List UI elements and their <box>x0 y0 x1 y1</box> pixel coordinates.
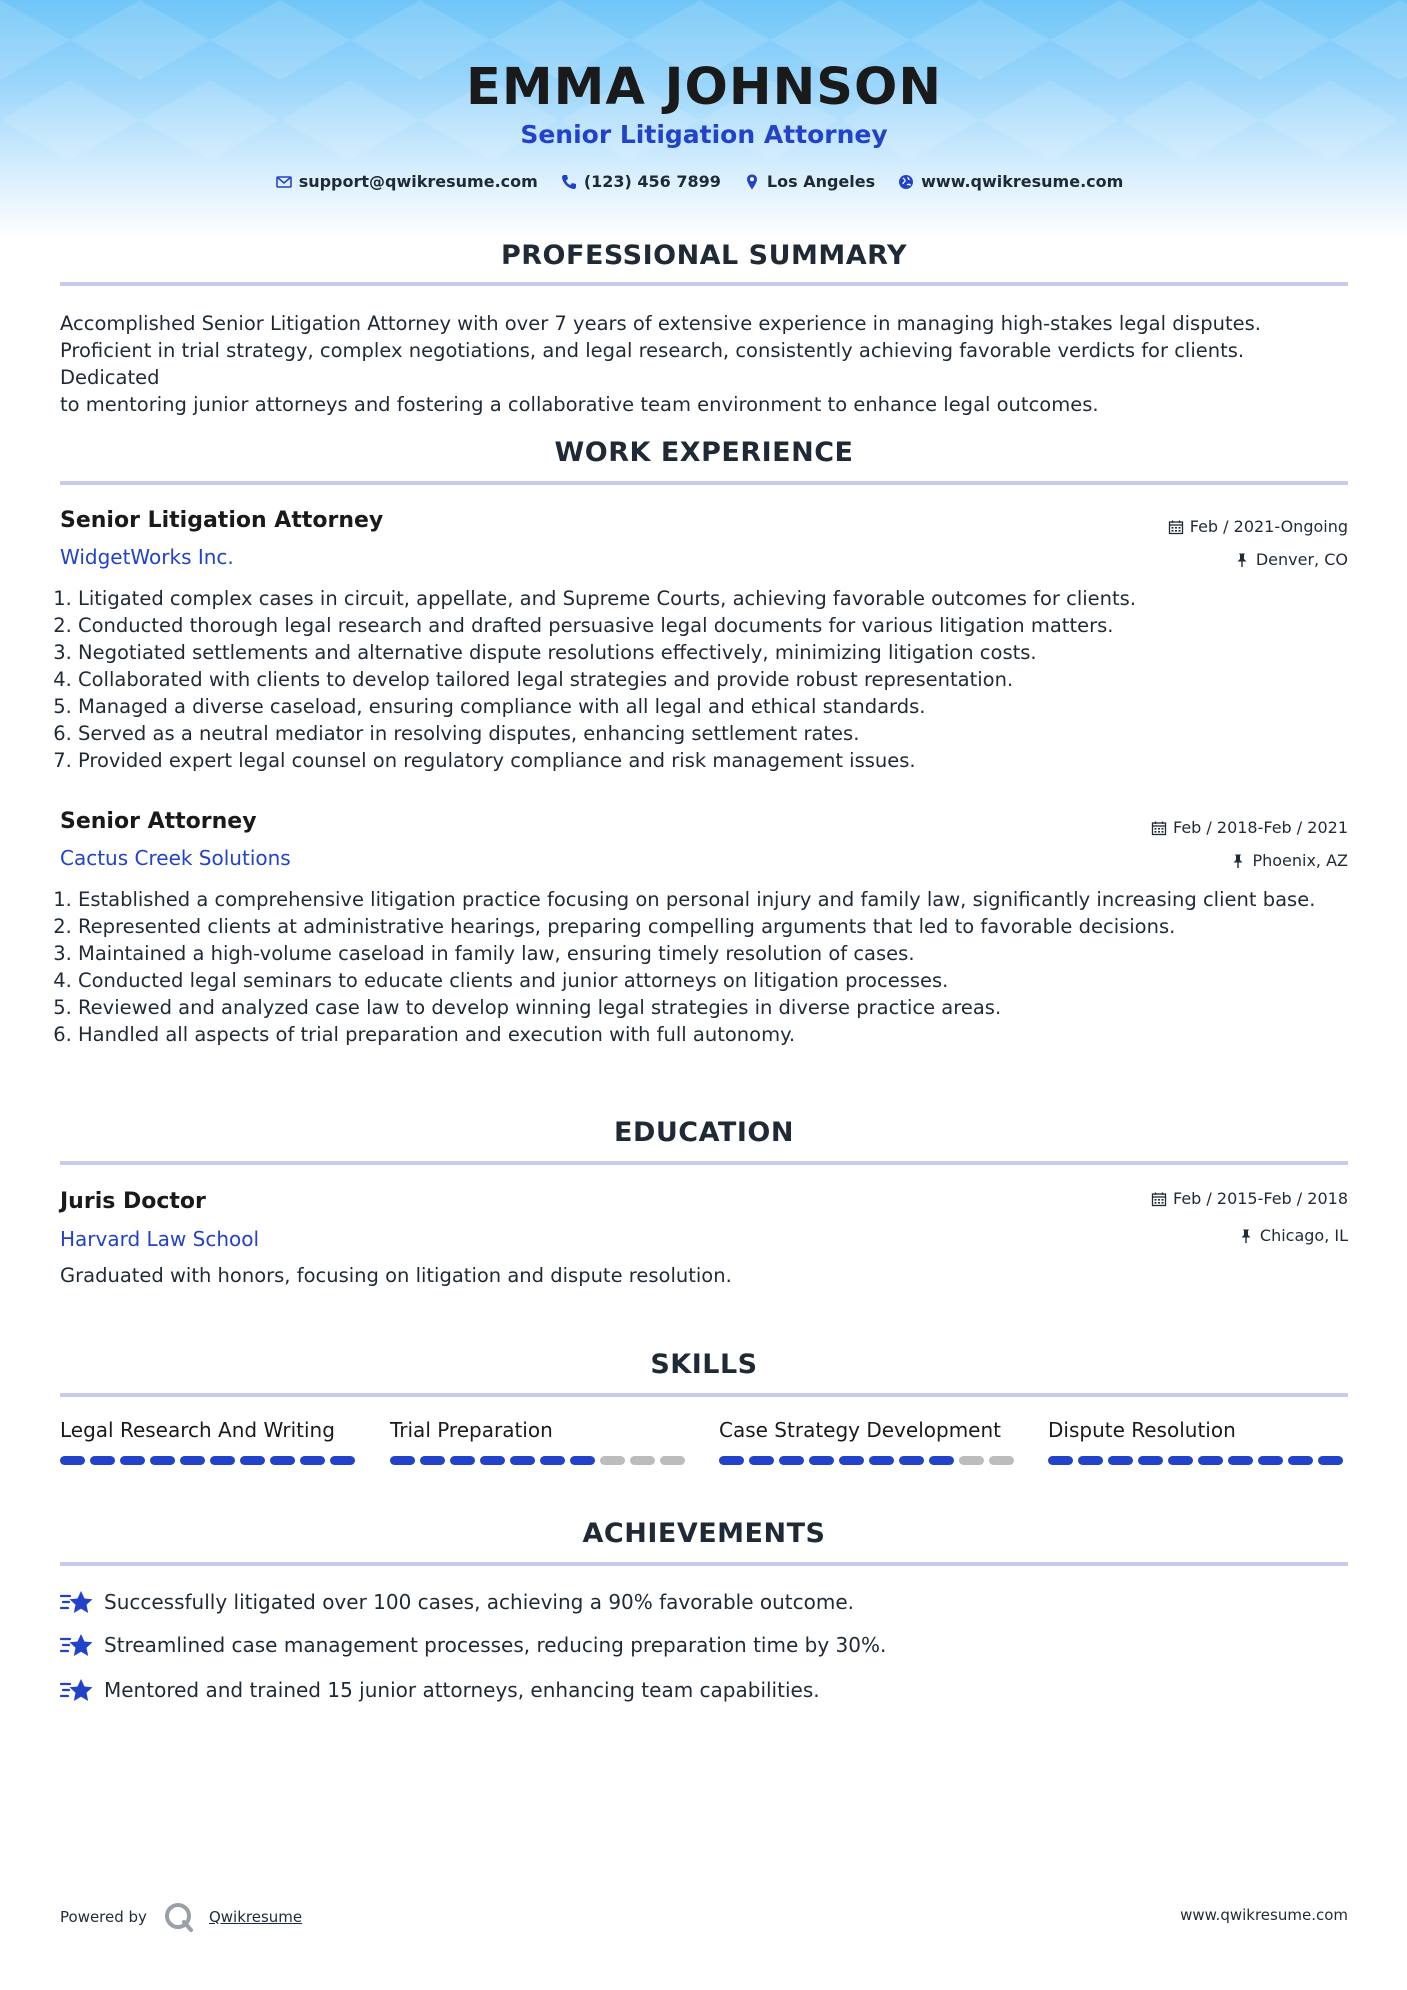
skill-segment-empty <box>959 1456 984 1465</box>
skill-segment-empty <box>600 1456 625 1465</box>
skill-item <box>390 1418 690 1465</box>
skill-segment-filled <box>180 1456 205 1465</box>
skill-level-bar <box>60 1456 360 1465</box>
degree-title: Juris Doctor <box>60 1189 206 1214</box>
map-pin-icon <box>743 173 761 191</box>
location-text: Los Angeles <box>766 172 876 191</box>
education-divider <box>60 1161 1348 1165</box>
skill-segment-filled <box>1168 1456 1193 1465</box>
skill-segment-filled <box>510 1456 535 1465</box>
skill-segment-filled <box>210 1456 235 1465</box>
skill-segment-empty <box>660 1456 685 1465</box>
skill-segment-filled <box>480 1456 505 1465</box>
list-item: 2. Represented clients at administrative hearings, preparing compelling arguments that led to favorable decisions. <box>78 913 1348 940</box>
job-location-text: Denver, CO <box>1255 550 1348 569</box>
list-item: 5. Reviewed and analyzed case law to develop winning legal strategies in diverse practice areas. <box>78 994 1348 1021</box>
job-title: Senior Attorney <box>60 809 257 834</box>
skills-heading: SKILLS <box>650 1349 758 1380</box>
skill-level-bar <box>1048 1456 1348 1465</box>
education-dates <box>1151 1189 1348 1208</box>
job-company[interactable]: Cactus Creek Solutions <box>60 846 291 870</box>
summary-heading: PROFESSIONAL SUMMARY <box>500 240 908 271</box>
job-location <box>1230 851 1348 870</box>
contact-bar <box>60 172 1348 191</box>
education-location <box>1238 1226 1348 1245</box>
achievements-divider <box>60 1562 1348 1566</box>
list-item: 7. Provided expert legal counsel on regulatory compliance and risk management issues. <box>78 747 1348 774</box>
skill-segment-filled <box>60 1456 85 1465</box>
achievement-text: Streamlined case management processes, reducing preparation time by 30%. <box>104 1633 887 1657</box>
list-item: 1. Litigated complex cases in circuit, appellate, and Supreme Courts, achieving favorable outcomes for clients. <box>78 585 1348 612</box>
achievement-item <box>60 1588 854 1616</box>
list-item: 5. Managed a diverse caseload, ensuring compliance with all legal and ethical standards. <box>78 693 1348 720</box>
job-dates <box>1151 818 1348 837</box>
education-location-text: Chicago, IL <box>1259 1226 1348 1245</box>
skill-level-bar <box>390 1456 690 1465</box>
list-item: 4. Collaborated with clients to develop tailored legal strategies and provide robust representation. <box>78 666 1348 693</box>
skill-segment-filled <box>1138 1456 1163 1465</box>
skill-item <box>1048 1418 1348 1465</box>
skill-segment-filled <box>1288 1456 1313 1465</box>
skill-segment-filled <box>420 1456 445 1465</box>
skill-segment-filled <box>869 1456 894 1465</box>
list-item: 2. Conducted thorough legal research and drafted persuasive legal documents for various litigation matters. <box>78 612 1348 639</box>
summary-divider <box>60 282 1348 286</box>
job-location <box>1234 550 1348 569</box>
skill-segment-filled <box>1078 1456 1103 1465</box>
experience-divider <box>60 481 1348 485</box>
job-responsibilities <box>60 585 1348 774</box>
email-icon <box>275 173 293 191</box>
skill-segment-filled <box>929 1456 954 1465</box>
skill-segment-filled <box>570 1456 595 1465</box>
skill-segment-filled <box>90 1456 115 1465</box>
contact-location <box>743 172 875 191</box>
skill-segment-filled <box>390 1456 415 1465</box>
candidate-name: EMMA JOHNSON <box>465 58 943 117</box>
pushpin-icon <box>1238 1228 1254 1244</box>
summary-line: to mentoring junior attorneys and fostering a collaborative team environment to enhance legal outcomes. <box>60 393 1099 416</box>
footer-powered-by <box>60 1901 302 1933</box>
skills-divider <box>60 1393 1348 1397</box>
skill-segment-filled <box>839 1456 864 1465</box>
contact-website[interactable] <box>897 172 1123 191</box>
job-dates-text: Feb / 2018-Feb / 2021 <box>1173 818 1348 837</box>
footer-website[interactable]: www.qwikresume.com <box>1180 1906 1348 1924</box>
skill-segment-filled <box>540 1456 565 1465</box>
list-item: 1. Established a comprehensive litigation practice focusing on personal injury and family law, significantly increasing client base. <box>78 886 1348 913</box>
achievement-item <box>60 1676 820 1704</box>
education-description: Graduated with honors, focusing on litigation and dispute resolution. <box>60 1264 732 1287</box>
education-heading: EDUCATION <box>614 1117 794 1148</box>
qwikresume-logo-icon <box>163 1901 195 1933</box>
skill-segment-filled <box>779 1456 804 1465</box>
powered-by-label: Powered by <box>60 1908 147 1926</box>
skill-segment-filled <box>1108 1456 1133 1465</box>
phone-icon <box>560 173 578 191</box>
skill-segment-filled <box>330 1456 355 1465</box>
pushpin-icon <box>1234 552 1250 568</box>
calendar-icon <box>1168 519 1184 535</box>
job-location-text: Phoenix, AZ <box>1252 851 1348 870</box>
phone-text: (123) 456 7899 <box>583 172 721 191</box>
skill-name: Dispute Resolution <box>1048 1418 1236 1442</box>
globe-icon <box>897 173 915 191</box>
skill-segment-filled <box>270 1456 295 1465</box>
list-item: 3. Maintained a high-volume caseload in family law, ensuring timely resolution of cases. <box>78 940 1348 967</box>
skill-segment-filled <box>120 1456 145 1465</box>
candidate-role: Senior Litigation Attorney <box>520 120 888 149</box>
achievement-item <box>60 1631 886 1659</box>
list-item: 6. Handled all aspects of trial preparation and execution with full autonomy. <box>78 1021 1348 1048</box>
skill-segment-filled <box>450 1456 475 1465</box>
list-item: 6. Served as a neutral mediator in resolving disputes, enhancing settlement rates. <box>78 720 1348 747</box>
brand-link[interactable]: Qwikresume <box>208 1908 303 1926</box>
star-icon <box>60 1631 94 1659</box>
skill-name: Legal Research And Writing <box>60 1418 335 1442</box>
skill-segment-filled <box>899 1456 924 1465</box>
summary-line: Accomplished Senior Litigation Attorney with over 7 years of extensive experience in managing high-stakes legal disputes. <box>60 312 1261 335</box>
skill-segment-filled <box>240 1456 265 1465</box>
experience-heading: WORK EXPERIENCE <box>554 437 854 468</box>
skill-name: Case Strategy Development <box>719 1418 1001 1442</box>
education-dates-text: Feb / 2015-Feb / 2018 <box>1173 1189 1348 1208</box>
skill-segment-filled <box>749 1456 774 1465</box>
summary-text <box>60 310 1348 418</box>
skill-segment-filled <box>1318 1456 1343 1465</box>
skill-segment-filled <box>1228 1456 1253 1465</box>
job-dates <box>1168 517 1348 536</box>
skill-segment-empty <box>630 1456 655 1465</box>
achievement-text: Mentored and trained 15 junior attorneys, enhancing team capabilities. <box>104 1678 820 1702</box>
job-title: Senior Litigation Attorney <box>60 508 384 533</box>
skill-segment-filled <box>719 1456 744 1465</box>
star-icon <box>60 1588 94 1616</box>
star-icon <box>60 1676 94 1704</box>
email-text: support@qwikresume.com <box>298 172 538 191</box>
website-text: www.qwikresume.com <box>921 172 1124 191</box>
skill-segment-filled <box>300 1456 325 1465</box>
skill-item <box>719 1418 1019 1465</box>
skill-segment-empty <box>989 1456 1014 1465</box>
achievements-heading: ACHIEVEMENTS <box>582 1518 826 1549</box>
skill-name: Trial Preparation <box>390 1418 553 1442</box>
job-dates-text: Feb / 2021-Ongoing <box>1189 517 1348 536</box>
skill-segment-filled <box>1258 1456 1283 1465</box>
skill-level-bar <box>719 1456 1019 1465</box>
list-item: 3. Negotiated settlements and alternative dispute resolutions effectively, minimizing litigation costs. <box>78 639 1348 666</box>
calendar-icon <box>1151 1191 1167 1207</box>
job-responsibilities <box>60 886 1348 1048</box>
skill-item <box>60 1418 360 1465</box>
skill-segment-filled <box>809 1456 834 1465</box>
skill-segment-filled <box>1048 1456 1073 1465</box>
job-company[interactable]: WidgetWorks Inc. <box>60 545 234 569</box>
skill-segment-filled <box>150 1456 175 1465</box>
list-item: 4. Conducted legal seminars to educate clients and junior attorneys on litigation processes. <box>78 967 1348 994</box>
calendar-icon <box>1151 820 1167 836</box>
school-name[interactable]: Harvard Law School <box>60 1227 260 1251</box>
contact-email[interactable] <box>275 172 538 191</box>
contact-phone[interactable] <box>560 172 721 191</box>
summary-line: Proficient in trial strategy, complex negotiations, and legal research, consistently achieving favorable verdicts for clients. Dedicated <box>60 339 1245 389</box>
pushpin-icon <box>1230 853 1246 869</box>
achievement-text: Successfully litigated over 100 cases, achieving a 90% favorable outcome. <box>104 1590 855 1614</box>
skill-segment-filled <box>1198 1456 1223 1465</box>
